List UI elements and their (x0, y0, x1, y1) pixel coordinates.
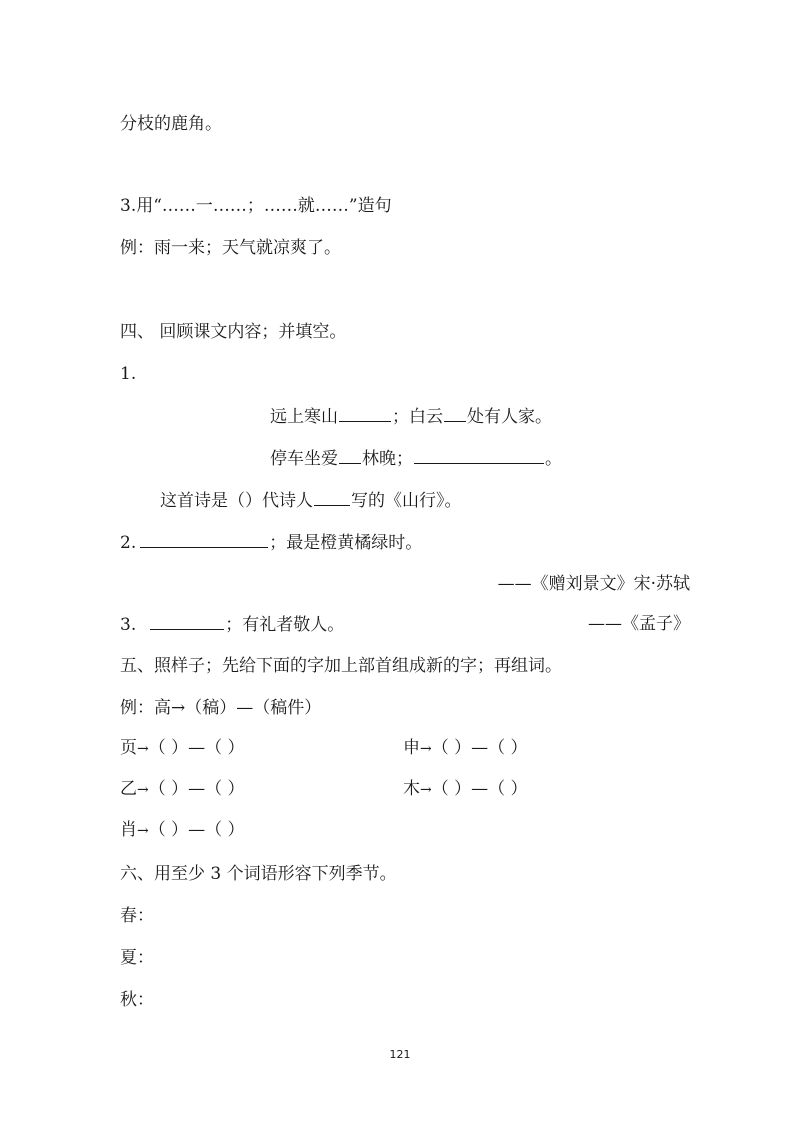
section5-heading: 五、照样子；先给下面的字加上部首组成新的字；再组词。 (120, 656, 562, 676)
poem-line2-b: 林晚； (362, 449, 413, 469)
radical-item-3 (120, 777, 245, 802)
blank-poet[interactable] (314, 488, 350, 506)
page-number: 121 (389, 1048, 411, 1061)
poem-line2-c: 。 (545, 449, 562, 469)
q2-number: 2. (120, 533, 137, 553)
q3-text: ；有礼者敬人。 (225, 615, 345, 635)
q1-number: 1. (120, 364, 137, 384)
blank-line1-2[interactable] (444, 404, 466, 422)
q3-source: ——《孟子》 (588, 614, 690, 634)
radical-item-4 (403, 777, 528, 802)
poem-line-1 (270, 404, 552, 429)
blank-line2-1[interactable] (339, 446, 361, 464)
blank-line1-1[interactable] (339, 404, 391, 422)
poem-line-2 (270, 446, 562, 471)
arrow-icon: → (137, 741, 149, 757)
radical-char: 乙 (120, 779, 137, 799)
continuation-text: 分枝的鹿角。 (120, 114, 222, 134)
arrow-icon: → (137, 782, 149, 798)
arrow-icon: → (137, 823, 149, 839)
poem-line2-a: 停车坐爱 (270, 449, 338, 469)
poem-line3-b: 写的《山行》。 (351, 491, 462, 511)
radical-char: 申 (403, 738, 420, 758)
radical-item-1 (120, 736, 245, 761)
radical-char: 肖 (120, 820, 137, 840)
poem-author-line (160, 488, 462, 513)
radical-blanks[interactable]: （ ）—（ ） (148, 738, 245, 758)
poem-line1-a: 远上寒山 (270, 407, 338, 427)
item3-prompt: 3.用“……一……；……就……”造句 (120, 196, 392, 216)
q3-line (120, 612, 344, 637)
radical-blanks[interactable]: （ ）—（ ） (431, 779, 528, 799)
radical-item-5 (120, 818, 245, 843)
blank-line2-2[interactable] (414, 446, 544, 464)
radical-char: 页 (120, 738, 137, 758)
blank-q3[interactable] (150, 612, 224, 630)
radical-blanks[interactable]: （ ）—（ ） (148, 779, 245, 799)
q2-text: ；最是橙黄橘绿时。 (269, 533, 423, 553)
season-summer[interactable]: 夏： (120, 948, 154, 968)
arrow-icon: → (420, 782, 432, 798)
section4-heading: 四、 回顾课文内容；并填空。 (120, 322, 347, 342)
item3-example: 例：雨一来；天气就凉爽了。 (120, 238, 341, 258)
radical-blanks[interactable]: （ ）—（ ） (148, 820, 245, 840)
radical-item-2 (403, 736, 528, 761)
blank-q2[interactable] (140, 530, 268, 548)
arrow-icon: → (420, 741, 432, 757)
season-spring[interactable]: 春： (120, 906, 154, 926)
radical-char: 木 (403, 779, 420, 799)
radical-blanks[interactable]: （ ）—（ ） (431, 738, 528, 758)
section6-heading: 六、用至少 3 个词语形容下列季节。 (120, 864, 397, 884)
poem-line1-c: 处有人家。 (467, 407, 552, 427)
q2-line (120, 530, 422, 555)
season-autumn[interactable]: 秋： (120, 990, 154, 1010)
q3-number: 3. (120, 615, 137, 635)
section5-example: 例：高→（稿）—（稿件） (120, 698, 322, 718)
poem-line1-b: ；白云 (392, 407, 443, 427)
q2-source: ——《赠刘景文》宋·苏轼 (497, 574, 690, 594)
poem-line3-a: 这首诗是（）代诗人 (160, 491, 313, 511)
